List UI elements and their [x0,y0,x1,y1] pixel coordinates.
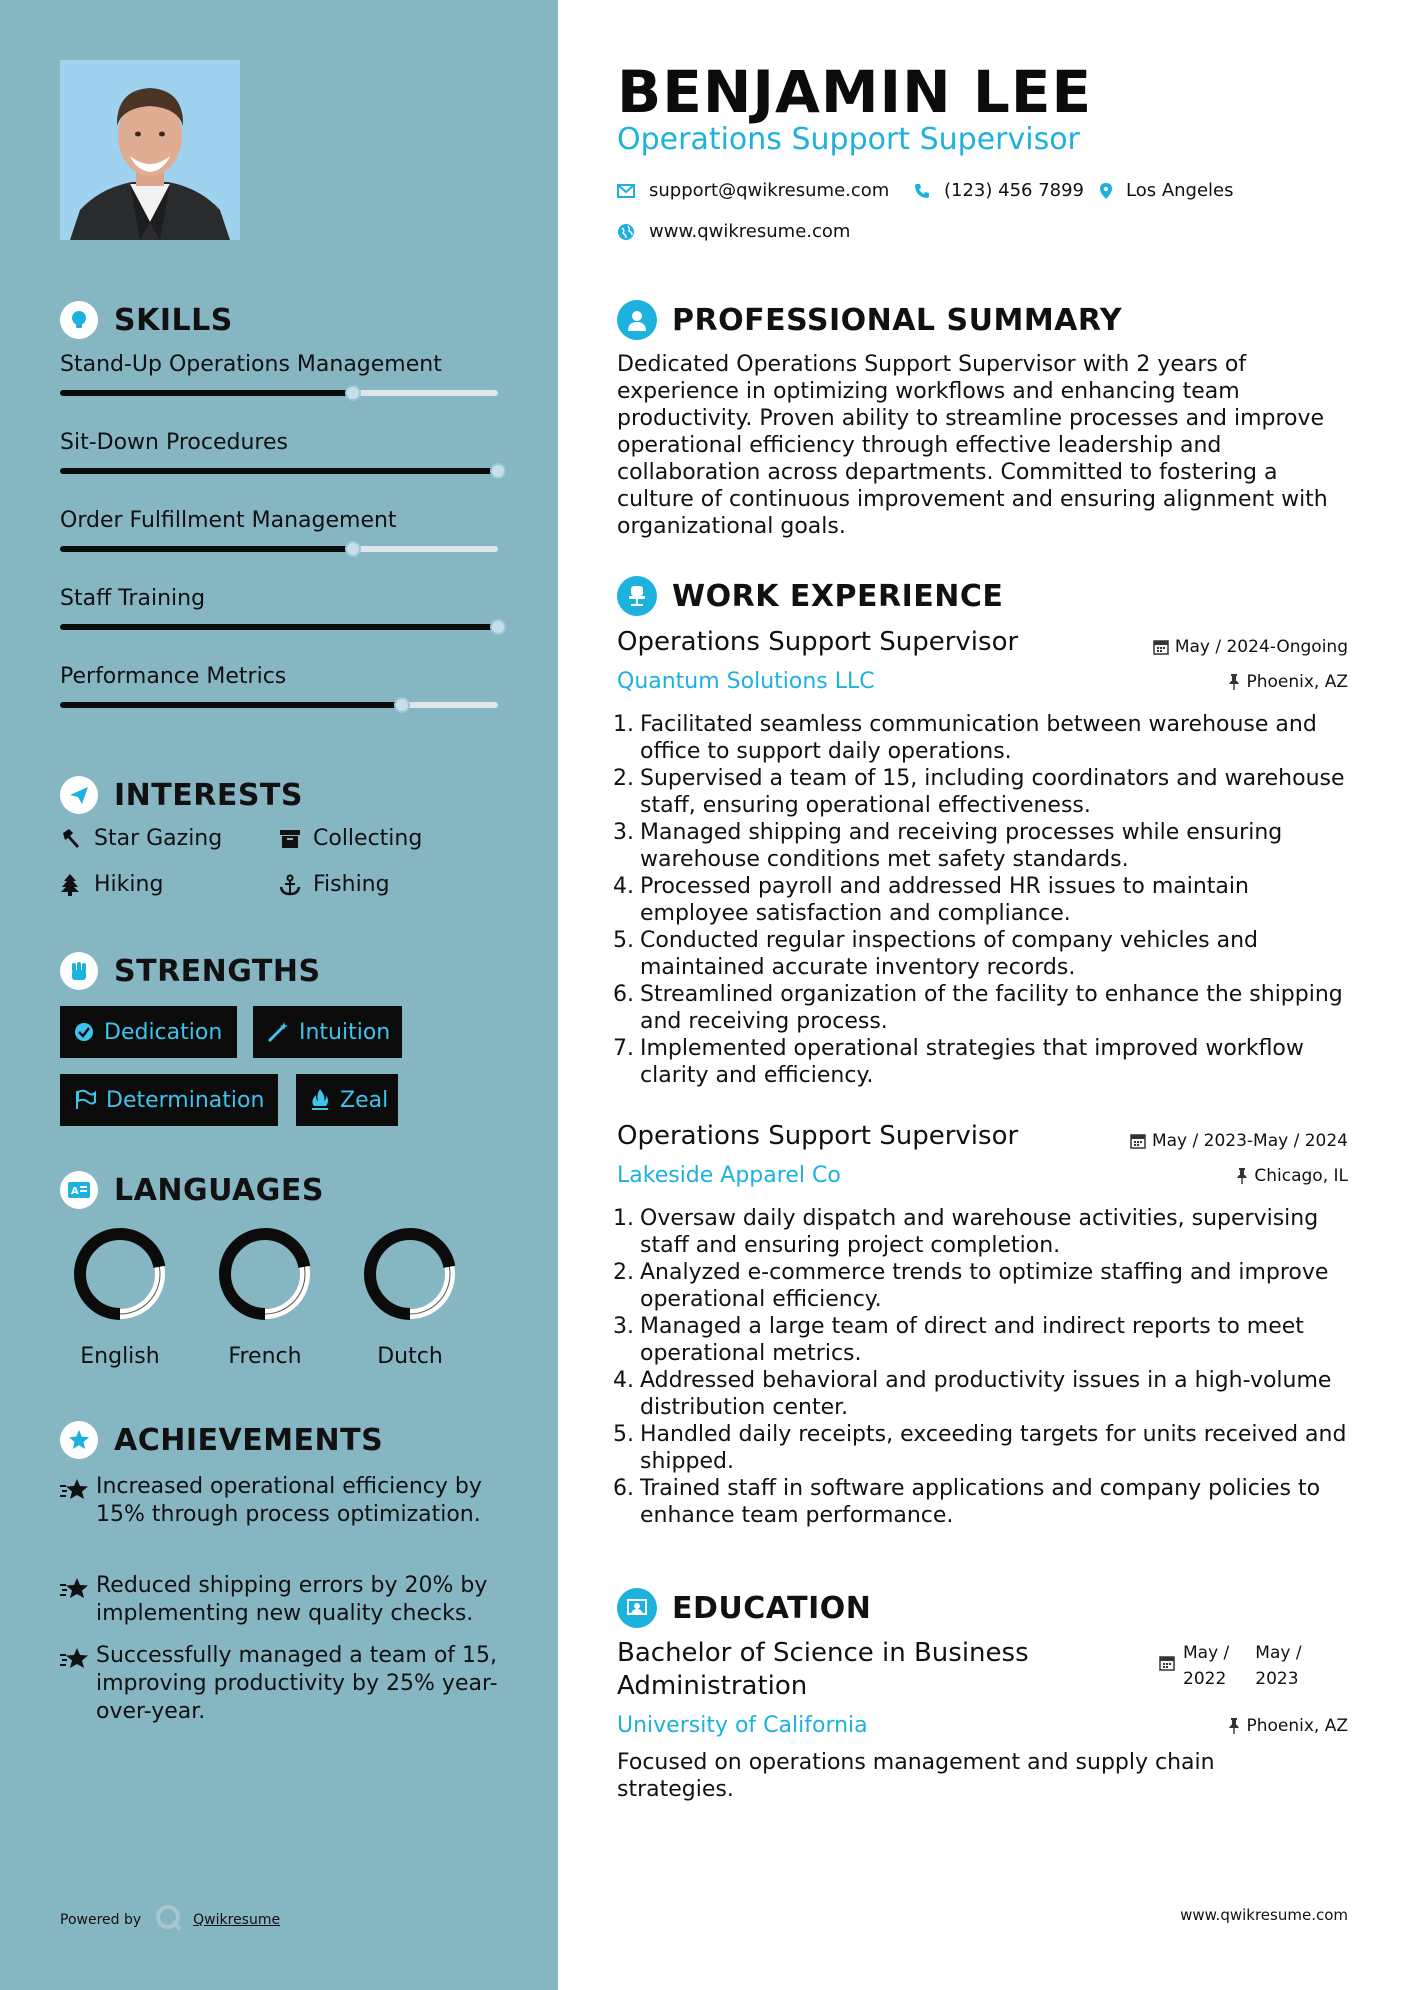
user-icon [617,300,657,340]
interest-item [60,826,222,851]
achievements-heading [60,1421,383,1459]
skill-bar-knob [490,619,506,635]
list-item: 6. Trained staff in software applications and company policies to enhance team performance. [610,1475,1360,1529]
website-text[interactable]: www.qwikresume.com [649,221,851,242]
job-dates [1130,1131,1348,1151]
experience-title: WORK EXPERIENCE [672,578,1004,614]
language-ring [72,1226,168,1322]
bullet-text: Oversaw daily dispatch and warehouse activities, supervising staff and ensuring project completion. [640,1206,1319,1258]
end-year: 2023 [1255,1669,1299,1689]
degree-title [617,1637,1029,1703]
bullet-text: Addressed behavioral and productivity issues in a high-volume distribution center. [640,1368,1332,1420]
company-name: Lakeside Apparel Co [617,1163,841,1188]
phone-icon [914,183,930,199]
summary-heading [617,300,1122,340]
language-card-icon [60,1171,98,1209]
bullet-text: Conducted regular inspections of company vehicles and maintained accurate inventory records. [640,928,1259,980]
job-bullets [610,1205,1360,1529]
star-badge-icon [60,1421,98,1459]
list-item: 2. Analyzed e-commerce trends to optimize staffing and improve operational efficiency. [610,1259,1360,1313]
job-dates-text: May / 2023-May / 2024 [1151,1131,1348,1151]
flag-icon [74,1089,96,1111]
list-item: 7. Implemented operational strategies that improved workflow clarity and efficiency. [610,1035,1360,1089]
language-label: English [80,1344,160,1369]
strength-tag [60,1006,237,1058]
candidate-name: BENJAMIN LEE [617,58,1093,126]
candidate-role: Operations Support Supervisor [617,122,1080,157]
bullet-text: Analyzed e-commerce trends to optimize staffing and improve operational efficiency. [640,1260,1329,1312]
list-item: 1. Oversaw daily dispatch and warehouse activities, supervising staff and ensuring project completion. [610,1205,1360,1259]
experience-heading [617,576,1003,616]
job-bullets [610,711,1360,1089]
start-month: May / [1183,1643,1230,1663]
bullet-text: Handled daily receipts, exceeding targets for units received and shipped. [640,1422,1347,1474]
skill-item [60,586,500,611]
job-title: Operations Support Supervisor [617,1121,1019,1151]
education-heading [617,1588,871,1628]
powered-by [60,1904,280,1936]
skill-label: Stand-Up Operations Management [60,352,442,377]
fist-icon [60,952,98,990]
list-item: 4. Addressed behavioral and productivity issues in a high-volume distribution center. [610,1367,1360,1421]
map-pin-icon [1100,183,1112,199]
education-location-text: Phoenix, AZ [1246,1716,1348,1736]
job-dates [1153,637,1348,657]
achievement-item [60,1572,510,1628]
language-ring [217,1226,313,1322]
magic-wand-icon [267,1021,289,1043]
skill-bar [60,468,498,474]
fire-icon [310,1089,330,1111]
achievement-text: Increased operational efficiency by 15% through process optimization. [96,1474,482,1527]
strength-tag [253,1006,402,1058]
strengths-heading [60,952,321,990]
interest-item [279,872,390,897]
education-text: Focused on operations management and supply chain strategies. [617,1750,1215,1802]
pushpin-icon [1236,1168,1248,1184]
svg-text:A: A [71,1186,79,1197]
skill-bar-fill [60,624,498,630]
archive-icon [279,828,305,850]
skill-item [60,430,500,455]
star-icon [60,1572,96,1628]
envelope-icon [617,184,635,198]
strengths-title: STRENGTHS [114,953,321,989]
contact-location [1100,180,1234,201]
degree-line: Administration [617,1671,808,1701]
lightbulb-icon [60,301,98,339]
graduate-icon [617,1588,657,1628]
contact-email [617,180,889,201]
skill-item [60,352,500,377]
summary-text: Dedicated Operations Support Supervisor with 2 years of experience in optimizing workflows and enhancing team productivity. Proven ability to streamline processes and improve operational efficiency through effective leadership and collaboration across departments. Committed to fostering a culture of continuous improvement and ensuring alignment with organizational goals. [617,352,1328,539]
languages-heading [60,1171,324,1209]
language-item [350,1226,470,1369]
skill-bar-fill [60,390,353,396]
skill-bar [60,624,498,630]
school-name: University of California [617,1713,868,1738]
end-month: May / [1255,1643,1302,1663]
chair-icon [617,576,657,616]
education-end [1255,1640,1301,1692]
anchor-icon [279,874,305,896]
skill-bar-fill [60,546,353,552]
contact-phone [914,180,1084,201]
interests-heading [60,776,303,814]
interest-item [279,826,422,851]
bullet-text: Facilitated seamless communication between warehouse and office to support daily operations. [640,712,1317,764]
interest-label: Fishing [313,872,390,897]
strength-label: Zeal [340,1087,389,1113]
sidebar [0,0,558,1990]
list-item: 3. Managed a large team of direct and indirect reports to meet operational metrics. [610,1313,1360,1367]
skill-label: Sit-Down Procedures [60,430,288,455]
start-year: 2022 [1183,1669,1227,1689]
profile-photo [60,60,240,240]
skill-bar-fill [60,468,498,474]
bullet-text: Supervised a team of 15, including coordinators and warehouse staff, ensuring operational effectiveness. [640,766,1345,818]
job-location-text: Phoenix, AZ [1246,672,1348,692]
achievement-text: Successfully managed a team of 15, improving productivity by 25% year-over-year. [96,1643,498,1724]
globe-icon [617,223,635,241]
qwikresume-link[interactable]: Qwikresume [193,1912,281,1928]
job-title: Operations Support Supervisor [617,627,1019,657]
hammer-icon [60,828,86,850]
skill-label: Performance Metrics [60,664,287,689]
bullet-text: Implemented operational strategies that improved workflow clarity and efficiency. [640,1036,1304,1088]
location-text: Los Angeles [1126,180,1234,201]
calendar-icon [1153,639,1169,655]
qwikresume-logo-icon [155,1904,183,1936]
education-title: EDUCATION [672,1590,872,1626]
achievement-item [60,1473,510,1529]
check-circle-icon [74,1022,94,1042]
calendar-icon [1159,1640,1175,1692]
phone-text: (123) 456 7899 [944,180,1085,201]
skills-title: SKILLS [114,302,233,338]
language-item [205,1226,325,1369]
contact-website [617,221,850,242]
tree-icon [60,874,86,896]
star-icon [60,1642,96,1726]
list-item: 5. Handled daily receipts, exceeding targets for units received and shipped. [610,1421,1360,1475]
degree-line: Bachelor of Science in Business [617,1638,1029,1668]
education-dates [1159,1640,1302,1692]
list-item: 2. Supervised a team of 15, including coordinators and warehouse staff, ensuring operational effectiveness. [610,765,1360,819]
job-location-text: Chicago, IL [1254,1166,1348,1186]
list-item: 5. Conducted regular inspections of company vehicles and maintained accurate inventory records. [610,927,1360,981]
job-dates-text: May / 2024-Ongoing [1174,637,1348,657]
list-item: 1. Facilitated seamless communication between warehouse and office to support daily operations. [610,711,1360,765]
bullet-text: Trained staff in software applications and company policies to enhance team performance. [640,1476,1321,1528]
email-text[interactable]: support@qwikresume.com [649,180,890,201]
achievements-title: ACHIEVEMENTS [114,1422,384,1458]
pushpin-icon [1228,674,1240,690]
interest-label: Collecting [313,826,423,851]
strength-tag [60,1074,278,1126]
language-ring [362,1226,458,1322]
education-start [1183,1640,1229,1692]
language-label: French [228,1344,302,1369]
achievement-text: Reduced shipping errors by 20% by implementing new quality checks. [96,1573,488,1626]
list-item: 6. Streamlined organization of the facility to enhance the shipping and receiving process. [610,981,1360,1035]
skill-item [60,508,500,533]
language-item [60,1226,180,1369]
strength-label: Dedication [104,1019,223,1045]
star-icon [60,1473,96,1529]
strength-tag [296,1074,398,1126]
strength-label: Determination [106,1087,265,1113]
bullet-text: Managed shipping and receiving processes while ensuring warehouse conditions met safety standards. [640,820,1283,872]
bullet-text: Managed a large team of direct and indirect reports to meet operational metrics. [640,1314,1304,1366]
skill-bar [60,390,498,396]
strength-label: Intuition [299,1019,391,1045]
pushpin-icon [1228,1718,1240,1734]
list-item: 4. Processed payroll and addressed HR issues to maintain employee satisfaction and compliance. [610,873,1360,927]
interest-label: Star Gazing [94,826,223,851]
skill-bar-knob [394,697,410,713]
skill-label: Staff Training [60,586,206,611]
skill-label: Order Fulfillment Management [60,508,397,533]
interest-item [60,872,163,897]
skill-item [60,664,500,689]
calendar-icon [1130,1133,1146,1149]
skill-bar-knob [345,541,361,557]
skill-bar-fill [60,702,402,708]
job-location [1236,1166,1348,1186]
paper-plane-icon [60,776,98,814]
company-name: Quantum Solutions LLC [617,669,875,694]
job-location [1228,672,1348,692]
skill-bar-knob [490,463,506,479]
language-label: Dutch [377,1344,443,1369]
interests-title: INTERESTS [114,777,303,813]
powered-by-label: Powered by [60,1912,142,1928]
summary-title: PROFESSIONAL SUMMARY [672,302,1123,338]
skill-bar [60,546,498,552]
skill-bar [60,702,498,708]
skills-heading [60,301,233,339]
achievement-item [60,1642,510,1726]
languages-title: LANGUAGES [114,1172,324,1208]
bullet-text: Streamlined organization of the facility to enhance the shipping and receiving process. [640,982,1343,1034]
education-location [1228,1716,1348,1736]
skill-bar-knob [345,385,361,401]
interest-label: Hiking [94,872,164,897]
list-item: 3. Managed shipping and receiving processes while ensuring warehouse conditions met safety standards. [610,819,1360,873]
bullet-text: Processed payroll and addressed HR issues to maintain employee satisfaction and compliance. [640,874,1249,926]
footer-url[interactable]: www.qwikresume.com [1180,1906,1348,1924]
